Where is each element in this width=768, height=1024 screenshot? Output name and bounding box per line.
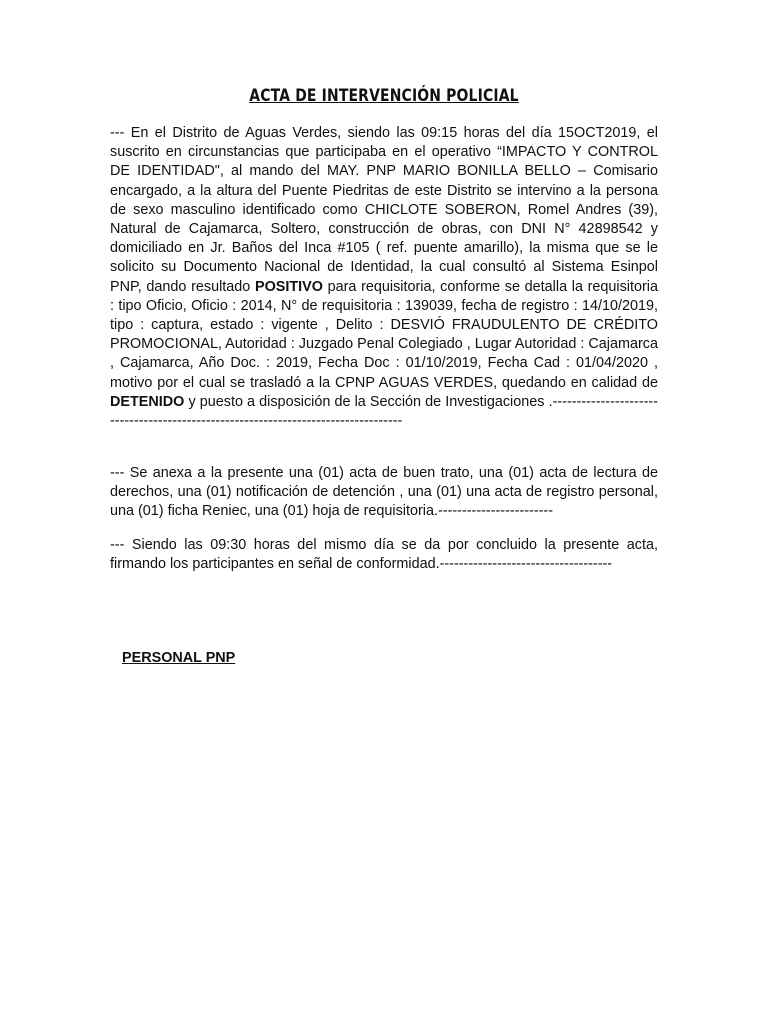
document-title: ACTA DE INTERVENCIÓN POLICIAL [249,86,519,106]
dash-filler: ------------------------ [437,503,553,520]
paragraph-intervention [110,124,658,431]
dash-filler: ----------------------------------------------------------------------------------- [110,393,658,430]
signature-label: PERSONAL PNP [122,650,236,666]
paragraph-annexes [110,464,658,522]
paragraph-conclusion [110,536,658,574]
paragraph-text: --- En el Distrito de Aguas Verdes, siendo las 09:15 horas del día 15OCT2019, el suscrito en circunstancias que participaba en el operativo “IMPACTO Y CONTROL DE IDENTIDAD", al mando del MAY. PNP MARIO BONILLA BELLO – Comisario encargado, a la altura del Puente Piedritas de este Distrito se intervino a la persona de sexo masculino identificado como CHICLOTE SOBERON, Romel Andres (39), Natural de Cajamarca, Soltero, construcción de obras, con DNI N° 42898542 y domiciliado en Jr. Baños del Inca #105 ( ref. puente amarillo), la misma que se le solicito su Documento Nacional de Identidad, la cual consultó al Sistema Esinpol PNP, dando resultado [110,125,658,295]
dash-filler: ------------------------------------ [439,556,613,573]
paragraph-text: --- Siendo las 09:30 horas del mismo día se da por concluido la presente acta, firmando los participantes en señal de conformidad. [110,537,658,573]
paragraph-text: --- Se anexa a la presente una (01) acta de buen trato, una (01) acta de lectura de derechos, una (01) notificación de detención , una (01) una acta de registro personal, una (01) ficha Reniec, una (01) hoja de requisitoria. [110,465,658,520]
paragraph-text: para requisitoria, conforme se detalla la requisitoria : tipo Oficio, Oficio : 2014, N° de requisitoria : 139039, fecha de registro : 14/10/2019, tipo : captura, estado : vigente , Delito : DESVIÓ FRAUDULENTO DE CRÉDITO PROMOCIONAL, Autoridad : Juzgado Penal Colegiado , Lugar Autoridad : Cajamarca , Cajamarca, Año Doc. : 2019, Fecha Doc : 01/10/2019, Fecha Cad : 01/04/2020 , motivo por el cual se trasladó a la CPNP AGUAS VERDES, quedando en calidad de [110,278,658,391]
status-detenido: DETENIDO [110,393,185,410]
paragraph-text: y puesto a disposición de la Sección de Investigaciones . [184,393,553,410]
result-positivo: POSITIVO [254,278,323,295]
